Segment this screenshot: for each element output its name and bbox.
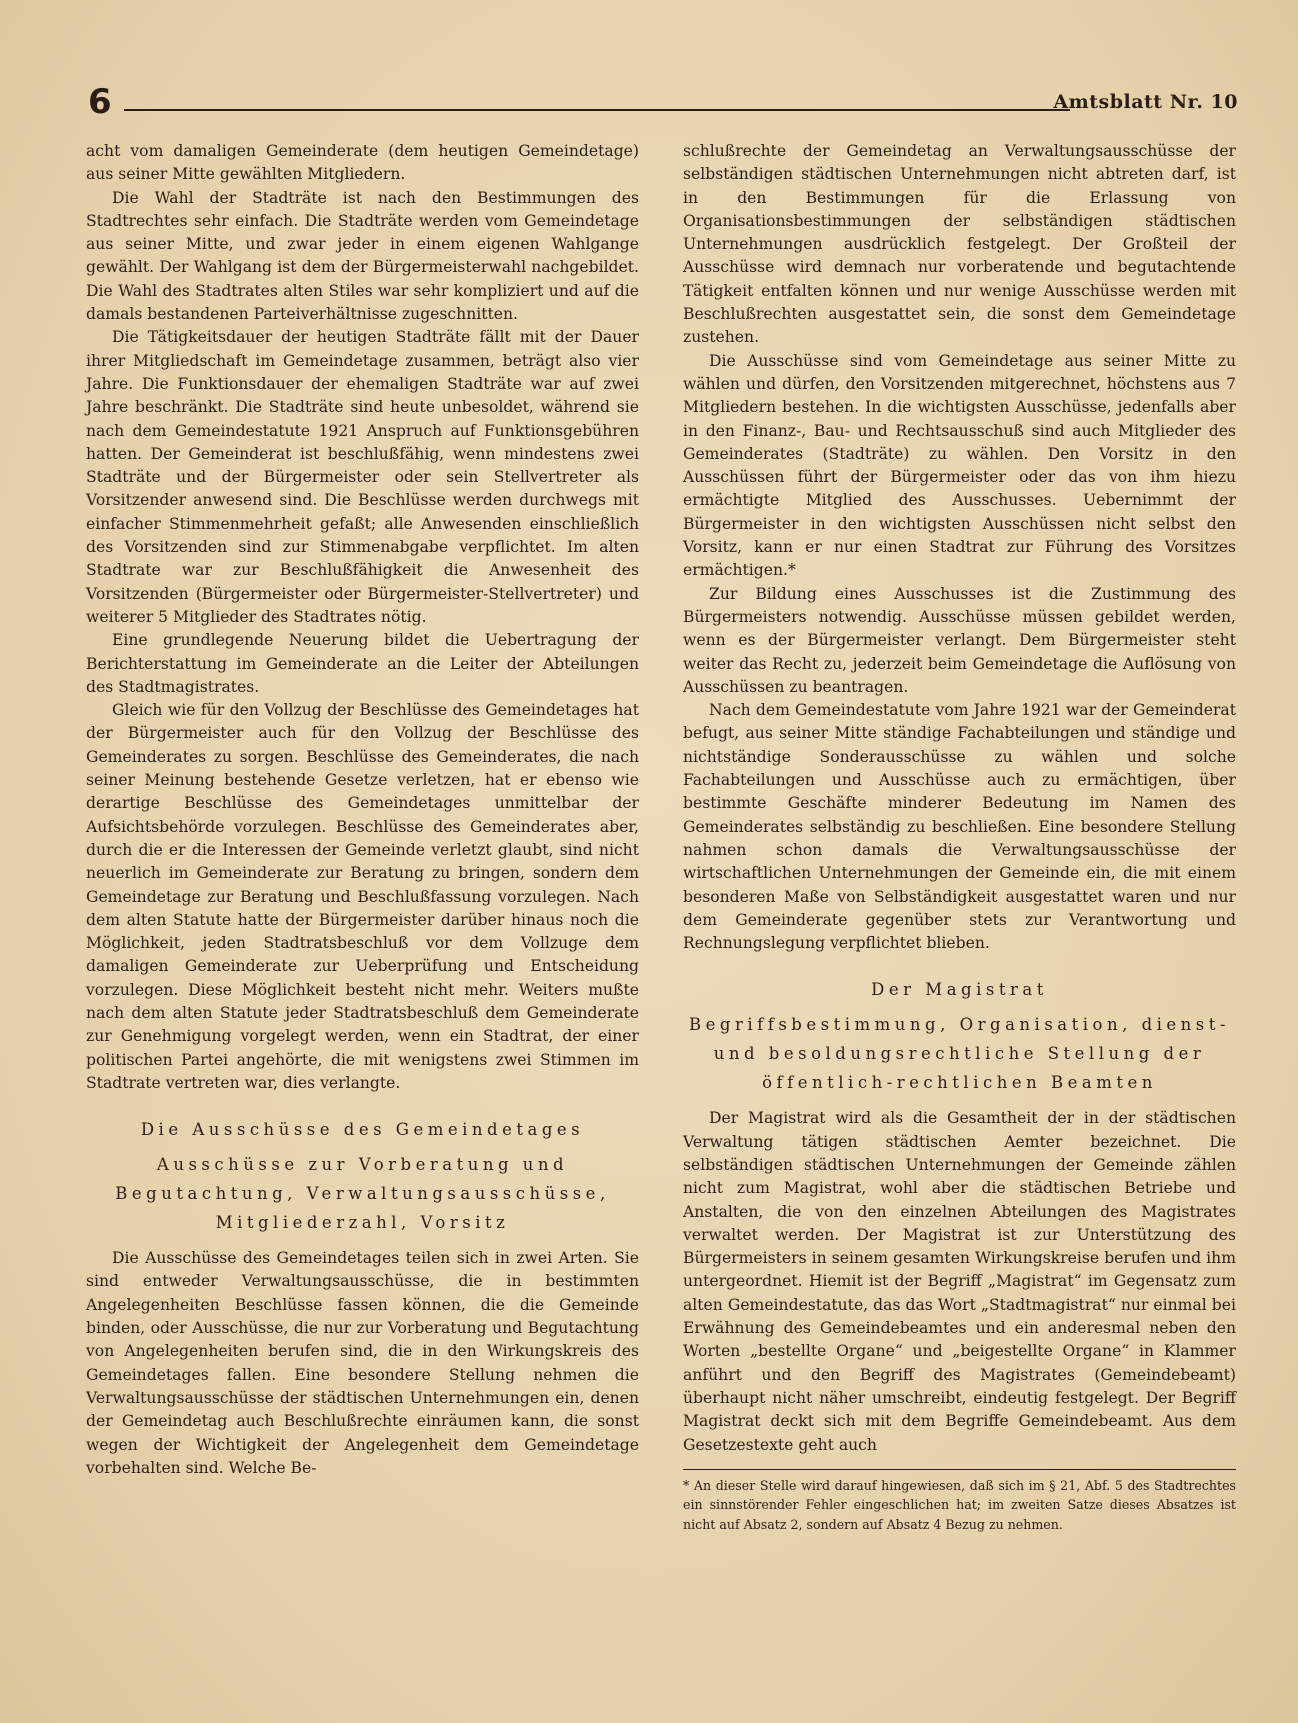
paragraph: Der Magistrat wird als die Gesamtheit der in der städtischen Verwaltung tätigen städtischen Aemter bezeichnet. Die selbständigen städtischen Unternehmungen der Gemeinde zählen nicht zum Magistrat, wohl aber die städtischen Betriebe und Anstalten, die von den einzelnen Abteilungen des Magistrates verwaltet werden. Der Magistrat ist zur Unterstützung des Bürgermeisters in seinem gesamten Wirkungskreise berufen und ihm untergeordnet. Hiemit ist der Begriff „Magistrat“ im Gegensatz zum alten Gemeindestatute, das das Wort „Stadtmagistrat“ nur einmal bei Erwähnung des Gemeindebeamtes und ein anderesmal neben den Worten „bestellte Organe“ und „beigestellte Organe“ in Klammer anführt und den Begriff des Magistrates (Gemeindebeamt) überhaupt nicht näher umschreibt, eindeutig festgelegt. Der Begriff Magistrat deckt sich mit dem Begriffe Gemeindebeamt. Aus dem Gesetzestexte geht auch — [683, 1109, 1236, 1454]
section-subtitle: Ausschüsse zur Vorberatung und Begutachtung, Verwaltungsausschüsse, Mitgliederzahl, Vorsitz — [115, 1155, 610, 1233]
paragraph: Die Wahl der Stadträte ist nach den Bestimmungen des Stadtrechtes sehr einfach. Die Stadträte werden vom Gemeindetage aus seiner Mitte, und zwar jeder in einem eigenen Wahlgange gewählt. Der Wahlgang ist dem der Bürgermeisterwahl nachgebildet. Die Wahl des Stadtrates alten Stiles war sehr kompliziert und auf die damals bestandenen Parteiverhältnisse zugeschnitten. — [86, 188, 639, 324]
left-column — [86, 140, 639, 1480]
paragraph: Die Ausschüsse sind vom Gemeindetage aus seiner Mitte zu wählen und dürfen, den Vorsitzenden mitgerechnet, höchstens aus 7 Mitgliedern bestehen. In die wichtigsten Ausschüsse, jedenfalls aber in den Finanz-, Bau- und Rechtsausschuß sind auch Mitglieder des Gemeinderates (Stadträte) zu wählen. Den Vorsitz in den Ausschüssen führt der Bürgermeister oder das von ihm hiezu ermächtigte Mitglied des Ausschusses. Uebernimmt der Bürgermeister in den wichtigsten Ausschüssen nicht selbst den Vorsitz, kann er nur einen Stadtrat zur Führung des Vorsitzes ermächtigen.* — [683, 351, 1236, 580]
section-subtitle: Begriffsbestimmung, Organisation, dienst- und besoldungsrechtliche Stellung der öffentlich-rechtlichen Beamten — [689, 1015, 1230, 1093]
section-title: Die Ausschüsse des Gemeindetages — [140, 1120, 585, 1140]
page-number: 6 — [88, 82, 112, 122]
paragraph: schlußrechte der Gemeindetag an Verwaltungsausschüsse der selbständigen städtischen Unternehmungen nicht abtreten darf, ist in den Bestimmungen für die Erlassung von Organisationsbestimmungen der selbständigen städtischen Unternehmungen ausdrücklich festgelegt. Der Großteil der Ausschüsse wird demnach nur vorberatende und begutachtende Tätigkeit entfalten können und nur wenige Ausschüsse werden mit Beschlußrechten ausgestattet sein, die sonst dem Gemeindetage zustehen. — [683, 142, 1236, 347]
section-title: Der Magistrat — [871, 980, 1048, 1000]
right-column — [683, 140, 1236, 1534]
paragraph: Gleich wie für den Vollzug der Beschlüsse des Gemeindetages hat der Bürgermeister auch für den Vollzug der Beschlüsse des Gemeinderates zu sorgen. Beschlüsse des Gemeinderates, die nach seiner Meinung bestehende Gesetze verletzen, hat er ebenso wie derartige Beschlüsse des Gemeindetages unmittelbar der Aufsichtsbehörde vorzulegen. Beschlüsse des Gemeinderates aber, durch die er die Interessen der Gemeinde verletzt glaubt, sind nicht neuerlich im Gemeinderate zur Beratung zu bringen, sondern dem Gemeindetage zur Beratung und Beschlußfassung vorzulegen. Nach dem alten Statute hatte der Bürgermeister darüber hinaus noch die Möglichkeit, jeden Stadtratsbeschluß vor dem Vollzuge dem damaligen Gemeinderate zur Ueberprüfung und Entscheidung vorzulegen. Diese Möglichkeit besteht nicht mehr. Weiters mußte nach dem alten Statute jeder Stadtratsbeschluß dem Gemeinderate zur Genehmigung vorgelegt werden, wenn ein Stadtrat, der einer politischen Partei angehörte, die mit wenigstens zwei Stimmen im Stadtrate vertreten war, dies verlangte. — [86, 701, 639, 1092]
paragraph: Eine grundlegende Neuerung bildet die Uebertragung der Berichterstattung im Gemeinderate an die Leiter der Abteilungen des Stadtmagistrates. — [86, 631, 639, 696]
page-header — [88, 82, 1238, 122]
paragraph: Nach dem Gemeindestatute vom Jahre 1921 war der Gemeinderat befugt, aus seiner Mitte ständige Fachabteilungen und ständige und nichtständige Sonderausschüsse zu wählen und solche Fachabteilungen und Ausschüsse auch zu ermächtigen, über bestimmte Geschäfte minderer Bedeutung im Namen des Gemeinderates selbständig zu beschließen. Eine besondere Stellung nahmen schon damals die Verwaltungsausschüsse der wirtschaftlichen Unternehmungen der Gemeinde ein, die mit einem besonderen Maße von Selbständigkeit ausgestattet waren und nur dem Gemeinderate gegenüber stets zur Verantwortung und Rechnungslegung verpflichtet blieben. — [683, 701, 1236, 953]
section-heading-magistrat — [683, 975, 1236, 1097]
paragraph: acht vom damaligen Gemeinderate (dem heutigen Gemeindetage) aus seiner Mitte gewählten Mitgliedern. — [86, 142, 639, 184]
paragraph: Zur Bildung eines Ausschusses ist die Zustimmung des Bürgermeisters notwendig. Ausschüsse müssen gebildet werden, wenn es der Bürgermeister verlangt. Dem Bürgermeister steht weiter das Recht zu, jederzeit beim Gemeindetage die Auflösung von Ausschüssen zu beantragen. — [683, 584, 1236, 696]
header-rule — [124, 109, 1070, 111]
paragraph: Die Ausschüsse des Gemeindetages teilen sich in zwei Arten. Sie sind entweder Verwaltungsausschüsse, die in bestimmten Angelegenheiten Beschlüsse fassen können, die die Gemeinde binden, oder Ausschüsse, die nur zur Vorberatung und Begutachtung von Angelegenheiten berufen sind, die in den Wirkungskreis des Gemeindetages fallen. Eine besondere Stellung nehmen die Verwaltungsausschüsse der städtischen Unternehmungen ein, denen der Gemeindetag auch Beschlußrechte einräumen kann, die sonst wegen der Wichtigkeit der Angelegenheit dem Gemeindetage vorbehalten sind. Welche Be- — [86, 1249, 639, 1477]
section-heading-ausschuesse — [86, 1115, 639, 1237]
footnote: * An dieser Stelle wird darauf hingewiesen, daß sich im § 21, Abf. 5 des Stadtrechtes ein sinnstörender Fehler eingeschlichen hat; im zweiten Satze dieses Absatzes ist nicht auf Absatz 2, sondern auf Absatz 4 Bezug zu nehmen. — [683, 1469, 1236, 1535]
running-head: Amtsblatt Nr. 10 — [1053, 91, 1238, 113]
paragraph: Die Tätigkeitsdauer der heutigen Stadträte fällt mit der Dauer ihrer Mitgliedschaft im Gemeindetage zusammen, beträgt also vier Jahre. Die Funktionsdauer der ehemaligen Stadträte war auf zwei Jahre beschränkt. Die Stadträte sind heute unbesoldet, während sie nach dem Gemeindestatute 1921 Anspruch auf Funktionsgebühren hatten. Der Gemeinderat ist beschlußfähig, wenn mindestens zwei Stadträte und der Bürgermeister oder sein Stellvertreter als Vorsitzender anwesend sind. Die Beschlüsse werden durchwegs mit einfacher Stimmenmehrheit gefaßt; alle Anwesenden einschließlich des Vorsitzenden sind zur Stimmenabgabe verpflichtet. Im alten Stadtrate war zur Beschlußfähigkeit die Anwesenheit des Vorsitzenden (Bürgermeister oder Bürgermeister-Stellvertreter) und weiterer 5 Mitglieder des Stadtrates nötig. — [86, 328, 639, 626]
